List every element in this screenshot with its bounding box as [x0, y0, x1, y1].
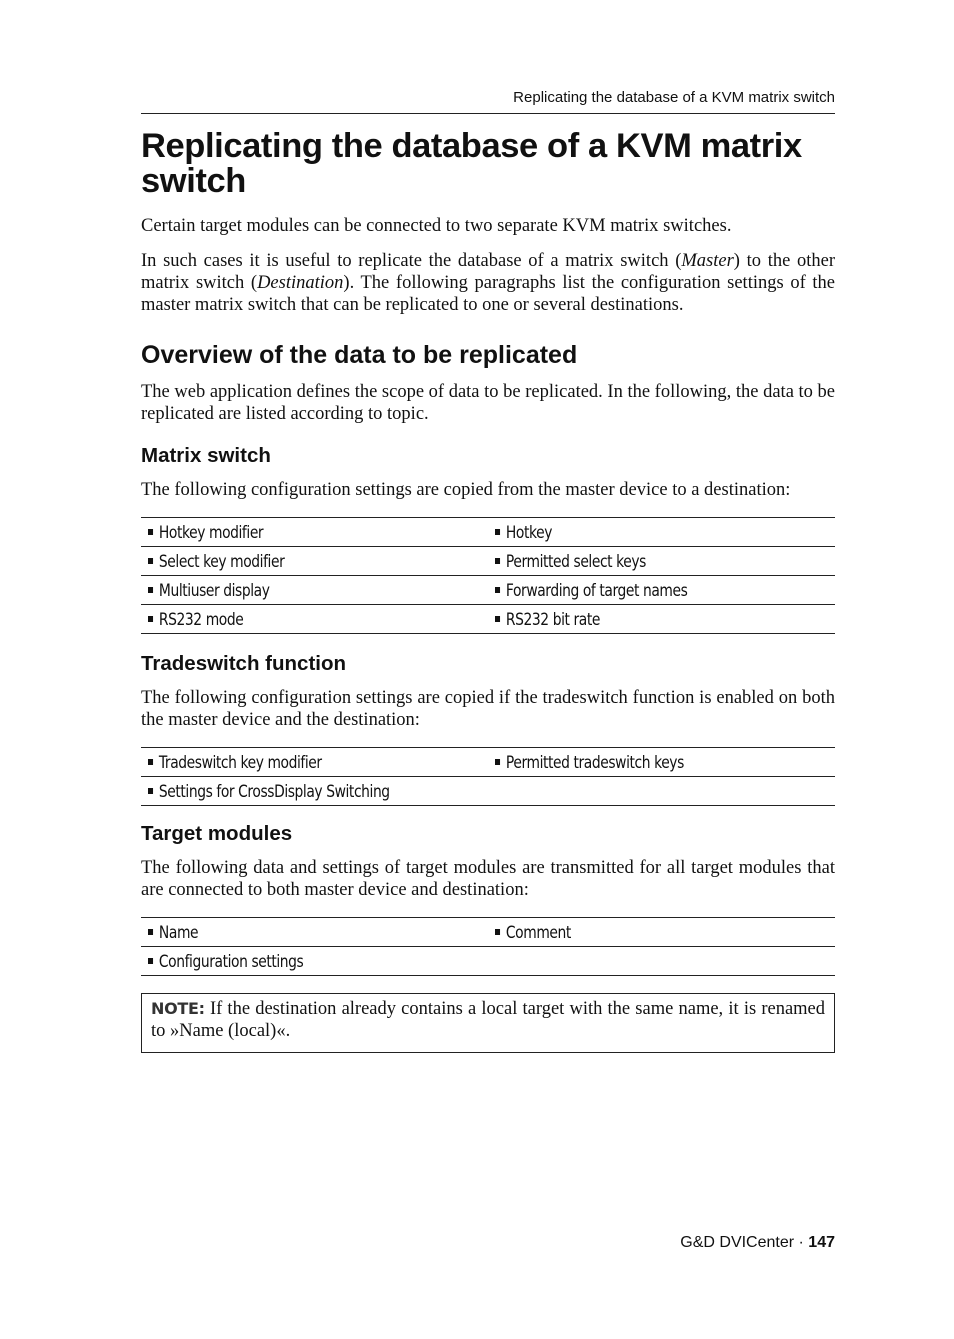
tradeswitch-heading: Tradeswitch function — [141, 652, 347, 675]
table-row — [141, 547, 835, 576]
matrix-switch-table — [141, 517, 835, 634]
table-cell: Permitted tradeswitch keys — [488, 748, 835, 777]
bullet-icon — [148, 587, 153, 593]
running-header: Replicating the database of a KVM matrix switch — [513, 89, 835, 106]
table-row — [141, 918, 835, 947]
bullet-icon — [495, 558, 500, 564]
note-box — [141, 993, 835, 1053]
table-row — [141, 518, 835, 547]
page-title: Replicating the database of a KVM matrix switch — [141, 127, 802, 200]
table-cell: Tradeswitch key modifier — [141, 748, 488, 777]
tradeswitch-table — [141, 747, 835, 806]
bullet-icon — [495, 616, 500, 622]
table-cell — [488, 777, 835, 806]
table-cell: Select key modifier — [141, 547, 488, 576]
table-cell: RS232 bit rate — [488, 605, 835, 634]
table-row — [141, 947, 835, 976]
table-cell: Forwarding of target names — [488, 576, 835, 605]
bullet-icon — [148, 529, 153, 535]
note-label: NOTE: — [151, 999, 205, 1018]
table-row — [141, 777, 835, 806]
table-cell: Permitted select keys — [488, 547, 835, 576]
page-number: 147 — [808, 1234, 835, 1251]
target-modules-heading: Target modules — [141, 822, 293, 845]
overview-heading: Overview of the data to be replicated — [141, 341, 578, 369]
table-row — [141, 576, 835, 605]
bullet-icon — [148, 958, 153, 964]
table-row — [141, 748, 835, 777]
bullet-icon — [148, 759, 153, 765]
target-modules-paragraph: The following data and settings of target modules are transmitted for all target modules that are connected to both master device and destination: — [141, 858, 835, 900]
intro-text-a: In such cases it is useful to replicate the database of a matrix switch ( — [141, 251, 682, 271]
bullet-icon — [148, 616, 153, 622]
bullet-icon — [495, 929, 500, 935]
bullet-icon — [495, 587, 500, 593]
footer-product: G&D DVICenter · — [680, 1234, 809, 1251]
matrix-switch-heading: Matrix switch — [141, 444, 271, 467]
header-rule — [141, 113, 835, 114]
table-cell: Hotkey modifier — [141, 518, 488, 547]
table-cell — [488, 947, 835, 976]
intro-paragraph-2 — [141, 250, 835, 316]
destination-term: Destination — [257, 273, 344, 293]
table-cell: RS232 mode — [141, 605, 488, 634]
intro-text-b: ) to the other matrix switch ( — [141, 251, 835, 293]
bullet-icon — [148, 558, 153, 564]
table-cell: Configuration settings — [141, 947, 488, 976]
bullet-icon — [495, 759, 500, 765]
bullet-icon — [495, 529, 500, 535]
table-cell: Multiuser display — [141, 576, 488, 605]
intro-text-c: ). The following paragraphs list the configuration settings of the master matrix switch that can be replicated to one or several destinations. — [141, 273, 835, 315]
page-footer — [141, 1234, 835, 1252]
table-cell: Comment — [488, 918, 835, 947]
tradeswitch-paragraph: The following configuration settings are copied if the tradeswitch function is enabled on both the master device and the destination: — [141, 688, 835, 730]
bullet-icon — [148, 929, 153, 935]
master-term: Master — [681, 251, 734, 271]
target-modules-table — [141, 917, 835, 976]
intro-paragraph-1: Certain target modules can be connected to two separate KVM matrix switches. — [141, 216, 732, 236]
bullet-icon — [148, 788, 153, 794]
matrix-switch-paragraph: The following configuration settings are copied from the master device to a destination: — [141, 480, 791, 500]
table-cell: Name — [141, 918, 488, 947]
note-text: If the destination already contains a local target with the same name, it is renamed to »Name (local)«. — [151, 999, 826, 1041]
table-row — [141, 605, 835, 634]
overview-paragraph: The web application defines the scope of data to be replicated. In the following, the data to be replicated are listed according to topic. — [141, 382, 836, 424]
table-cell: Hotkey — [488, 518, 835, 547]
table-cell: Settings for CrossDisplay Switching — [141, 777, 488, 806]
